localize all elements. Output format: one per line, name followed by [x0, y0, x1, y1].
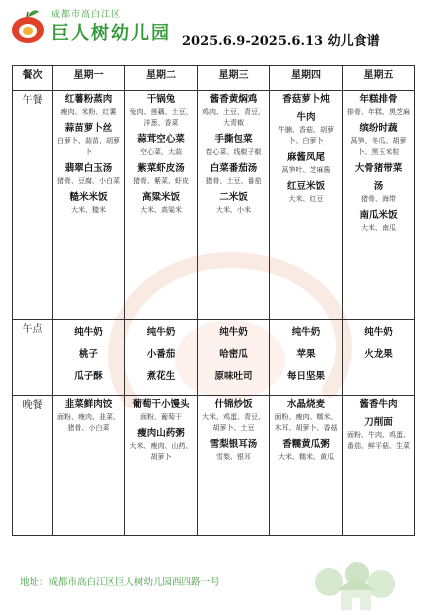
footer-decoration	[307, 560, 402, 612]
menu-cell	[125, 91, 198, 320]
dish-ingredients: 面粉、葡萄干	[140, 413, 182, 421]
dish-name: 雪梨银耳汤	[209, 439, 258, 450]
dish-ingredients: 猪骨、土豆、番茄	[205, 177, 262, 185]
logo-subtitle: 成都市高白江区	[51, 10, 122, 20]
dish-ingredients: 大米、糙米	[71, 206, 106, 214]
meal-row	[13, 396, 415, 536]
dish-name: 煮花生	[146, 371, 176, 382]
dish-name: 白菜番茄汤	[209, 163, 258, 174]
dish-name: 翡翠白玉汤	[64, 163, 113, 174]
meal-row	[13, 91, 415, 320]
dish-name: 苹果	[296, 349, 316, 360]
dish-name: 瓜子酥	[74, 371, 103, 382]
dish-ingredients: 面粉、瘦肉、韭菜、猪骨、小白菜	[57, 413, 120, 432]
dish-ingredients: 大米、南瓜	[361, 224, 396, 232]
dish-name: 葡萄干小馒头	[132, 399, 190, 410]
dish-name: 小番茄	[146, 349, 176, 360]
dish-name: 缤纷时蔬	[359, 123, 398, 134]
dish-name: 牛肉	[296, 112, 316, 123]
logo-name: 巨人树幼儿园	[51, 23, 171, 44]
dish-name: 香菇萝卜炖	[282, 94, 330, 105]
dish-ingredients: 猪骨、豆腐、小白菜	[57, 177, 120, 185]
dish-ingredients: 猪骨、海带	[361, 195, 396, 203]
dish-name: 纯牛奶	[146, 327, 176, 338]
dish-name: 蒜茸空心菜	[137, 134, 185, 145]
dish-name: 纯牛奶	[219, 327, 248, 338]
dish-name: 红薯粉蒸肉	[64, 94, 113, 105]
kindergarten-logo	[8, 5, 171, 47]
dish-name: 韭菜鲜肉饺	[64, 399, 113, 410]
dish-ingredients: 莴笋叶、芝麻酱	[281, 166, 331, 174]
dish-name: 瘦肉山药粥	[137, 428, 185, 439]
menu-cell	[343, 320, 415, 396]
dish-ingredients: 空心菜、大蒜	[140, 148, 182, 156]
dish-name: 桃子	[78, 349, 98, 360]
dish-name: 红豆米饭	[286, 181, 325, 192]
dish-ingredients: 大米、鸡蛋、青豆、胡萝卜、土豆	[202, 413, 265, 432]
dish-name: 酱香黄焖鸡	[209, 94, 258, 105]
dish-name: 哈密瓜	[219, 349, 248, 360]
dish-ingredients: 莴笋、冬瓜、胡萝卜、黑玉米粒	[350, 137, 407, 156]
day-header: 星期五	[343, 66, 415, 91]
dish-name: 纯牛奶	[291, 327, 321, 338]
dish-ingredients: 牛腩、香菇、胡萝卜、白萝卜	[278, 126, 334, 145]
dish-ingredients: 猪骨、紫菜、虾皮	[133, 177, 189, 185]
dish-ingredients: 大米、瘦肉、山药、胡萝卜	[129, 442, 193, 461]
dish-ingredients: 白萝卜、蒜苗、胡萝卜	[57, 137, 120, 156]
dish-name: 火龙果	[364, 349, 393, 360]
dish-name: 麻酱凤尾	[286, 152, 325, 163]
dish-name: 纯牛奶	[74, 327, 103, 338]
dish-ingredients: 大米、糯米、黄瓜	[278, 453, 334, 461]
dish-name: 大骨猪带菜	[354, 163, 403, 174]
dish-name: 紫菜虾皮汤	[137, 163, 185, 174]
menu-cell	[125, 320, 198, 396]
dish-ingredients: 面粉、瘦肉、糯米、木耳、胡萝卜、香菇	[274, 413, 338, 432]
dish-name: 汤	[373, 181, 384, 192]
dish-name: 原味吐司	[214, 371, 253, 382]
day-header: 星期一	[53, 66, 125, 91]
menu-header-row	[13, 66, 415, 91]
dish-name: 酱香牛肉	[359, 399, 398, 410]
day-header: 星期四	[270, 66, 343, 91]
dish-name: 糙米米饭	[69, 192, 108, 203]
dish-name: 年糕排骨	[359, 94, 398, 105]
menu-cell	[343, 91, 415, 320]
menu-title: 2025.6.9-2025.6.13 幼儿食谱	[182, 34, 380, 49]
meal-row	[13, 320, 415, 396]
menu-cell	[198, 396, 270, 536]
dish-name: 什锦炒饭	[214, 399, 253, 410]
dish-name: 每日坚果	[286, 371, 325, 382]
meal-label: 午点	[13, 320, 53, 396]
dish-ingredients: 鸡肉、土豆、青豆、大青椒	[202, 108, 265, 127]
dish-name: 水晶烧麦	[286, 399, 325, 410]
dish-ingredients: 瘦肉、米粉、红薯	[60, 108, 117, 116]
weekly-menu-table	[12, 65, 415, 536]
menu-cell	[198, 91, 270, 320]
meal-column-header: 餐次	[13, 66, 53, 91]
dish-name: 香糯黄瓜粥	[282, 439, 330, 450]
dish-name: 南瓜米饭	[359, 210, 398, 221]
dish-ingredients: 大米、红豆	[288, 195, 324, 203]
dish-ingredients: 大米、高粱米	[140, 206, 182, 214]
address-footer: 地址：成都市高白江区巨人树幼儿园西四路一号	[20, 577, 220, 588]
dish-ingredients: 兔肉、莲藕、土豆、洋葱、香菜	[129, 108, 193, 127]
menu-cell	[53, 91, 125, 320]
menu-cell	[270, 91, 343, 320]
dish-name: 手撕包菜	[214, 134, 253, 145]
dish-name: 纯牛奶	[364, 327, 393, 338]
dish-name: 干锅兔	[146, 94, 176, 105]
dish-ingredients: 雪梨、银耳	[216, 453, 251, 461]
day-header: 星期三	[198, 66, 270, 91]
meal-label: 午餐	[13, 91, 53, 320]
dish-name: 蒜苗萝卜丝	[64, 123, 113, 134]
menu-cell	[53, 396, 125, 536]
dish-name: 二米饭	[219, 192, 248, 203]
apple-logo-icon	[8, 6, 48, 46]
menu-cell	[343, 396, 415, 536]
dish-name: 刀削面	[364, 417, 393, 428]
dish-ingredients: 排骨、年糕、黑芝麻	[347, 108, 410, 116]
menu-cell	[198, 320, 270, 396]
dish-ingredients: 卷心菜、线椒子椒	[205, 148, 262, 156]
menu-cell	[53, 320, 125, 396]
dish-ingredients: 面粉、牛肉、鸡蛋、番茄、鲜平菇、生菜	[347, 431, 410, 450]
dish-ingredients: 大米、小米	[216, 206, 251, 214]
menu-cell	[270, 320, 343, 396]
day-header: 星期二	[125, 66, 198, 91]
menu-cell	[125, 396, 198, 536]
menu-cell	[270, 396, 343, 536]
dish-name: 高粱米饭	[141, 192, 180, 203]
meal-label: 晚餐	[13, 396, 53, 536]
tree-house-icon	[307, 560, 402, 612]
